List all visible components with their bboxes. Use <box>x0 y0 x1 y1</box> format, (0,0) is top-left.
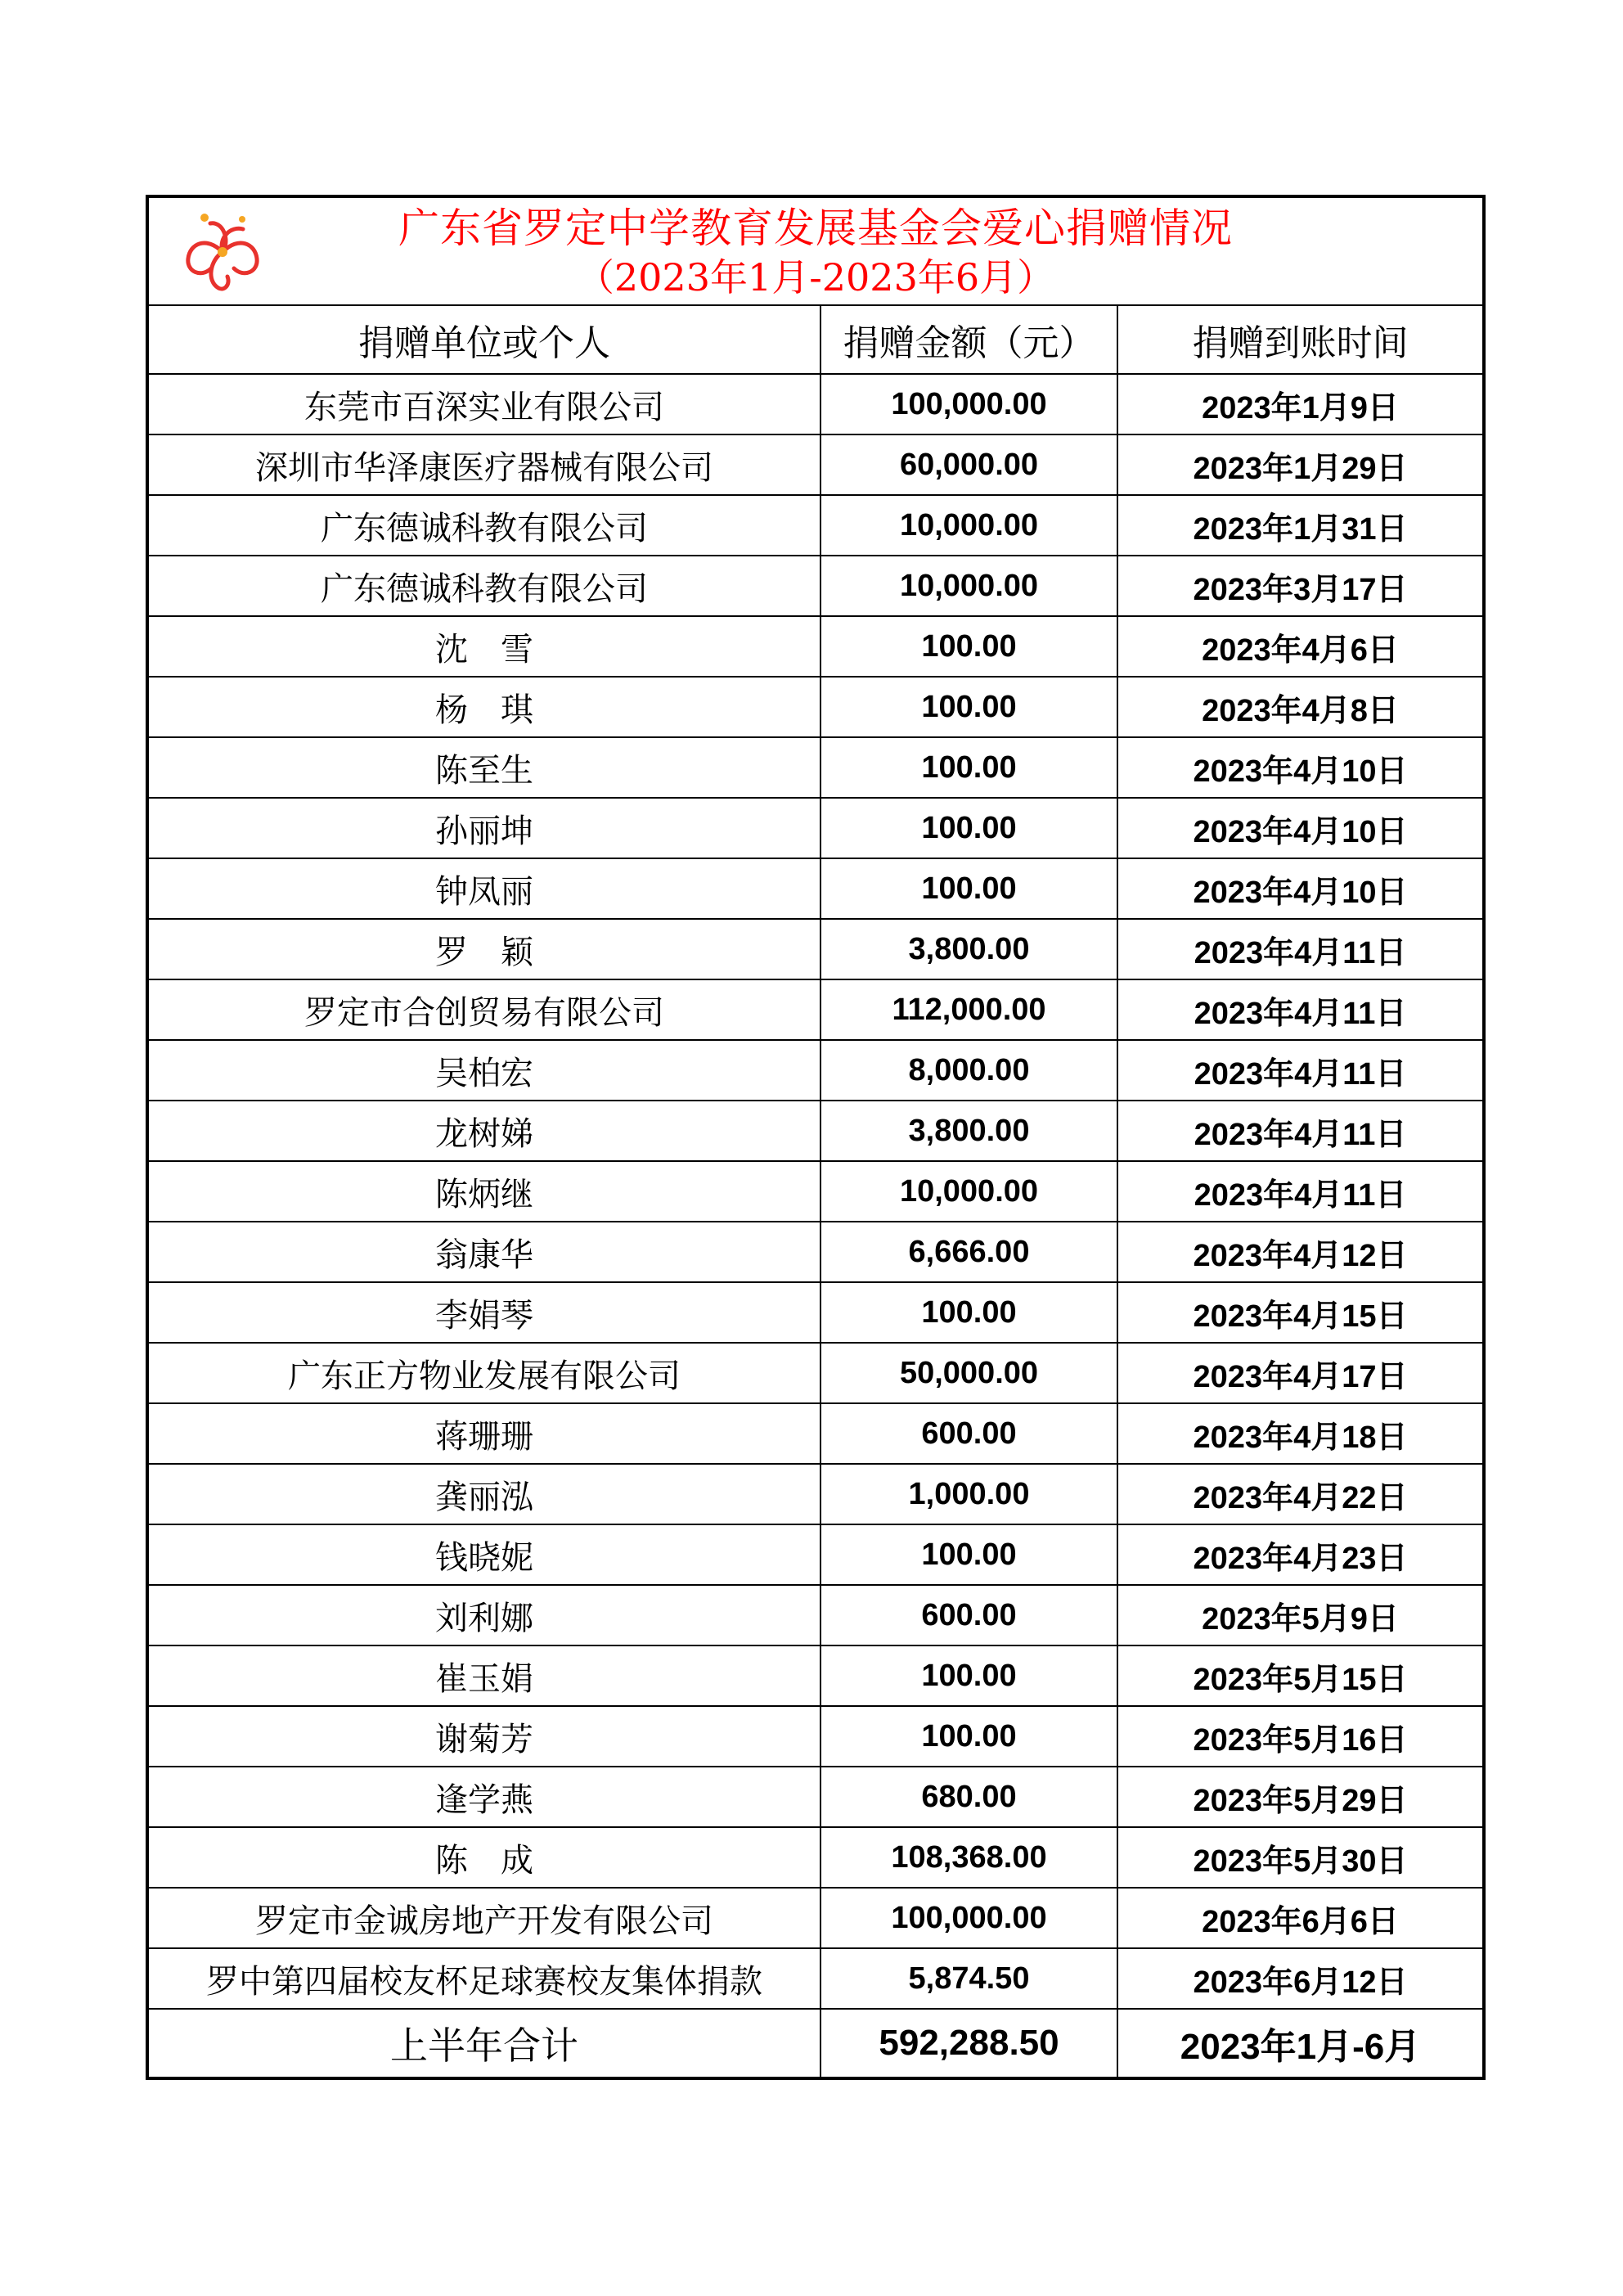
amount-cell: 10,000.00 <box>820 1161 1117 1222</box>
amount-cell: 100.00 <box>820 677 1117 737</box>
date-cell: 2023年1月29日 <box>1117 434 1484 495</box>
date-cell: 2023年4月22日 <box>1117 1464 1484 1524</box>
donor-cell: 沈 雪 <box>147 616 820 677</box>
table-row <box>147 1888 1484 1948</box>
amount-cell: 100.00 <box>820 858 1117 919</box>
date-cell: 2023年4月15日 <box>1117 1282 1484 1343</box>
donor-cell: 翁康华 <box>147 1222 820 1282</box>
donor-cell: 孙丽坤 <box>147 798 820 858</box>
table-row <box>147 1040 1484 1101</box>
amount-cell: 10,000.00 <box>820 495 1117 556</box>
table-row <box>147 919 1484 979</box>
date-cell: 2023年4月10日 <box>1117 737 1484 798</box>
amount-cell: 100,000.00 <box>820 1888 1117 1948</box>
amount-cell: 100,000.00 <box>820 374 1117 434</box>
amount-cell: 8,000.00 <box>820 1040 1117 1101</box>
donor-cell: 罗定市合创贸易有限公司 <box>147 979 820 1040</box>
donor-cell: 钱晓妮 <box>147 1524 820 1585</box>
amount-cell: 3,800.00 <box>820 919 1117 979</box>
donor-cell: 龚丽泓 <box>147 1464 820 1524</box>
date-cell: 2023年6月6日 <box>1117 1888 1484 1948</box>
date-cell: 2023年5月16日 <box>1117 1706 1484 1767</box>
amount-cell: 100.00 <box>820 616 1117 677</box>
date-cell: 2023年4月17日 <box>1117 1343 1484 1403</box>
donor-cell: 钟凤丽 <box>147 858 820 919</box>
table-row <box>147 1343 1484 1403</box>
amount-cell: 100.00 <box>820 1524 1117 1585</box>
donor-cell: 吴柏宏 <box>147 1040 820 1101</box>
date-cell: 2023年4月12日 <box>1117 1222 1484 1282</box>
foundation-logo-icon <box>173 203 272 299</box>
date-cell: 2023年4月11日 <box>1117 1161 1484 1222</box>
table-row <box>147 1161 1484 1222</box>
title-row <box>147 196 1484 305</box>
donor-cell: 龙树娣 <box>147 1101 820 1161</box>
total-row <box>147 2009 1484 2078</box>
table-row <box>147 979 1484 1040</box>
date-cell: 2023年5月9日 <box>1117 1585 1484 1645</box>
amount-cell: 50,000.00 <box>820 1343 1117 1403</box>
header-row <box>147 305 1484 374</box>
date-cell: 2023年5月29日 <box>1117 1767 1484 1827</box>
table-row <box>147 1403 1484 1464</box>
date-cell: 2023年4月11日 <box>1117 1101 1484 1161</box>
amount-cell: 680.00 <box>820 1767 1117 1827</box>
report-title: 广东省罗定中学教育发展基金会爱心捐赠情况 <box>398 205 1233 252</box>
table-row <box>147 1948 1484 2009</box>
table-row <box>147 1585 1484 1645</box>
table-row <box>147 616 1484 677</box>
table-row <box>147 677 1484 737</box>
amount-cell: 100.00 <box>820 1645 1117 1706</box>
amount-cell: 60,000.00 <box>820 434 1117 495</box>
title-cell <box>147 196 1484 305</box>
amount-cell: 100.00 <box>820 737 1117 798</box>
donation-table <box>146 195 1486 2080</box>
amount-cell: 100.00 <box>820 1282 1117 1343</box>
donor-cell: 深圳市华泽康医疗器械有限公司 <box>147 434 820 495</box>
amount-cell: 100.00 <box>820 798 1117 858</box>
donor-cell: 陈 成 <box>147 1827 820 1888</box>
date-cell: 2023年6月12日 <box>1117 1948 1484 2009</box>
header-donor: 捐赠单位或个人 <box>147 305 820 374</box>
header-amount: 捐赠金额（元） <box>820 305 1117 374</box>
date-cell: 2023年4月11日 <box>1117 919 1484 979</box>
amount-cell: 112,000.00 <box>820 979 1117 1040</box>
table-row <box>147 1767 1484 1827</box>
donor-cell: 谢菊芳 <box>147 1706 820 1767</box>
date-cell: 2023年4月11日 <box>1117 1040 1484 1101</box>
date-cell: 2023年1月31日 <box>1117 495 1484 556</box>
donor-cell: 李娟琴 <box>147 1282 820 1343</box>
date-cell: 2023年5月30日 <box>1117 1827 1484 1888</box>
amount-cell: 600.00 <box>820 1585 1117 1645</box>
date-cell: 2023年4月8日 <box>1117 677 1484 737</box>
donor-cell: 崔玉娟 <box>147 1645 820 1706</box>
donation-sheet <box>146 195 1482 2080</box>
table-row <box>147 556 1484 616</box>
table-row <box>147 1524 1484 1585</box>
table-row <box>147 858 1484 919</box>
donor-cell: 陈至生 <box>147 737 820 798</box>
amount-cell: 100.00 <box>820 1706 1117 1767</box>
header-date: 捐赠到账时间 <box>1117 305 1484 374</box>
date-cell: 2023年4月23日 <box>1117 1524 1484 1585</box>
date-cell: 2023年4月11日 <box>1117 979 1484 1040</box>
amount-cell: 10,000.00 <box>820 556 1117 616</box>
amount-cell: 3,800.00 <box>820 1101 1117 1161</box>
donor-cell: 广东德诚科教有限公司 <box>147 556 820 616</box>
amount-cell: 108,368.00 <box>820 1827 1117 1888</box>
table-row <box>147 1101 1484 1161</box>
date-cell: 2023年3月17日 <box>1117 556 1484 616</box>
donor-cell: 杨 琪 <box>147 677 820 737</box>
donor-cell: 陈炳继 <box>147 1161 820 1222</box>
table-row <box>147 1706 1484 1767</box>
amount-cell: 5,874.50 <box>820 1948 1117 2009</box>
amount-cell: 600.00 <box>820 1403 1117 1464</box>
date-cell: 2023年4月6日 <box>1117 616 1484 677</box>
table-row <box>147 1645 1484 1706</box>
total-amount: 592,288.50 <box>820 2009 1117 2078</box>
donor-cell: 罗 颖 <box>147 919 820 979</box>
table-row <box>147 1222 1484 1282</box>
table-row <box>147 434 1484 495</box>
donor-cell: 东莞市百深实业有限公司 <box>147 374 820 434</box>
date-cell: 2023年1月9日 <box>1117 374 1484 434</box>
total-label: 上半年合计 <box>147 2009 820 2078</box>
date-cell: 2023年4月10日 <box>1117 858 1484 919</box>
total-period: 2023年1月-6月 <box>1117 2009 1484 2078</box>
table-row <box>147 1282 1484 1343</box>
table-row <box>147 798 1484 858</box>
donor-cell: 蒋珊珊 <box>147 1403 820 1464</box>
donor-cell: 罗中第四届校友杯足球赛校友集体捐款 <box>147 1948 820 2009</box>
table-row <box>147 1464 1484 1524</box>
date-cell: 2023年4月18日 <box>1117 1403 1484 1464</box>
table-row <box>147 495 1484 556</box>
report-period: （2023年1月-2023年6月） <box>576 255 1055 299</box>
donor-cell: 逢学燕 <box>147 1767 820 1827</box>
date-cell: 2023年4月10日 <box>1117 798 1484 858</box>
donor-cell: 广东正方物业发展有限公司 <box>147 1343 820 1403</box>
donor-cell: 罗定市金诚房地产开发有限公司 <box>147 1888 820 1948</box>
amount-cell: 6,666.00 <box>820 1222 1117 1282</box>
donor-cell: 刘利娜 <box>147 1585 820 1645</box>
donor-cell: 广东德诚科教有限公司 <box>147 495 820 556</box>
table-row <box>147 737 1484 798</box>
date-cell: 2023年5月15日 <box>1117 1645 1484 1706</box>
amount-cell: 1,000.00 <box>820 1464 1117 1524</box>
table-row <box>147 374 1484 434</box>
table-row <box>147 1827 1484 1888</box>
